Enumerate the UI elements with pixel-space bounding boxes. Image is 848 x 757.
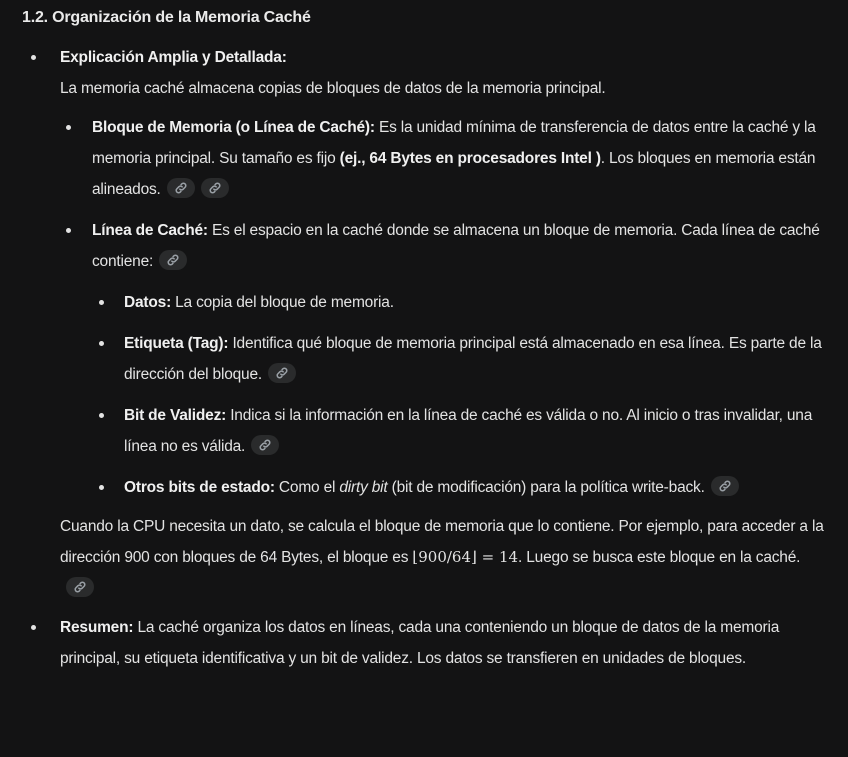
list-item-datos [92,287,830,318]
list-item-validez [92,400,830,462]
link-icon [174,181,188,195]
bullet-icon [66,228,71,233]
bullet-icon [66,125,71,130]
citation-link-button[interactable] [167,178,195,198]
bullet-icon [99,413,104,418]
citation-link-button[interactable] [201,178,229,198]
datos-term: Datos: [124,294,172,311]
otros-pre: Como el [274,479,340,496]
linea-text: Es el espacio en la caché donde se almacena un bloque de memoria. Cada línea de caché contiene: [92,222,820,270]
citation-link-button[interactable] [66,577,94,597]
otros-term: Otros bits de estado: [124,479,275,496]
bullet-icon [99,341,104,346]
explicacion-title: Explicación Amplia y Detallada: [60,49,287,66]
link-icon [275,366,289,380]
validez-text: Indica si la información en la línea de caché es válida o no. Al inicio o tras invalidar, una línea no es válida. [124,407,813,455]
bullet-icon [31,625,36,630]
sublist-linea [92,287,830,503]
link-icon [166,253,180,267]
list-item-otros [92,472,830,503]
linea-term: Línea de Caché: [92,222,208,239]
cpu-paragraph [60,511,830,604]
sublist [60,112,830,503]
link-icon [208,181,222,195]
bloque-term: Bloque de Memoria (o Línea de Caché): [92,119,375,136]
bloque-text: Es la unidad mínima de transferencia de datos entre la caché y la memoria principal. Su tamaño es fijo [92,119,816,167]
link-icon [258,438,272,452]
etiqueta-text: Identifica qué bloque de memoria principal está almacenado en esa línea. Es parte de la dirección del bloque. [124,335,822,383]
link-icon [718,479,732,493]
otros-post: (bit de modificación) para la política write-back. [387,479,705,496]
bullet-icon [99,300,104,305]
citation-link-button[interactable] [711,476,739,496]
etiqueta-term: Etiqueta (Tag): [124,335,229,352]
bloque-example: (ej., 64 Bytes en procesadores Intel ) [339,150,601,167]
citation-link-button[interactable] [159,250,187,270]
resumen-term: Resumen: [60,619,134,636]
cpu-formula: ⌊900/64⌋ = 14 [412,548,519,566]
explicacion-intro: La memoria caché almacena copias de bloques de datos de la memoria principal. [60,80,606,97]
section-heading: 1.2. Organización de la Memoria Caché [22,9,311,26]
cpu-tail: . Luego se busca este bloque en la caché. [518,549,801,566]
list-item-bloque [60,112,830,205]
datos-text: La copia del bloque de memoria. [171,294,394,311]
top-list [22,42,830,674]
list-item-explicacion [22,42,830,604]
bloque-tail: . Los bloques en memoria están alineados. [92,150,816,198]
list-item-resumen [22,612,830,674]
bullet-icon [31,55,36,60]
citation-link-button[interactable] [268,363,296,383]
resumen-text: La caché organiza los datos en líneas, cada una conteniendo un bloque de datos de la memoria principal, su etiqueta identificativa y un bit de validez. Los datos se transfieren en unidades de bloques. [60,619,780,667]
link-icon [73,580,87,594]
cpu-text: Cuando la CPU necesita un dato, se calcula el bloque de memoria que lo contiene. Por ejemplo, para acceder a la dirección 900 con bloques de 64 Bytes, el bloque es [60,518,824,566]
bullet-icon [99,485,104,490]
list-item-linea [60,215,830,503]
otros-italic: dirty bit [339,479,388,496]
list-item-etiqueta [92,328,830,390]
validez-term: Bit de Validez: [124,407,227,424]
citation-link-button[interactable] [251,435,279,455]
